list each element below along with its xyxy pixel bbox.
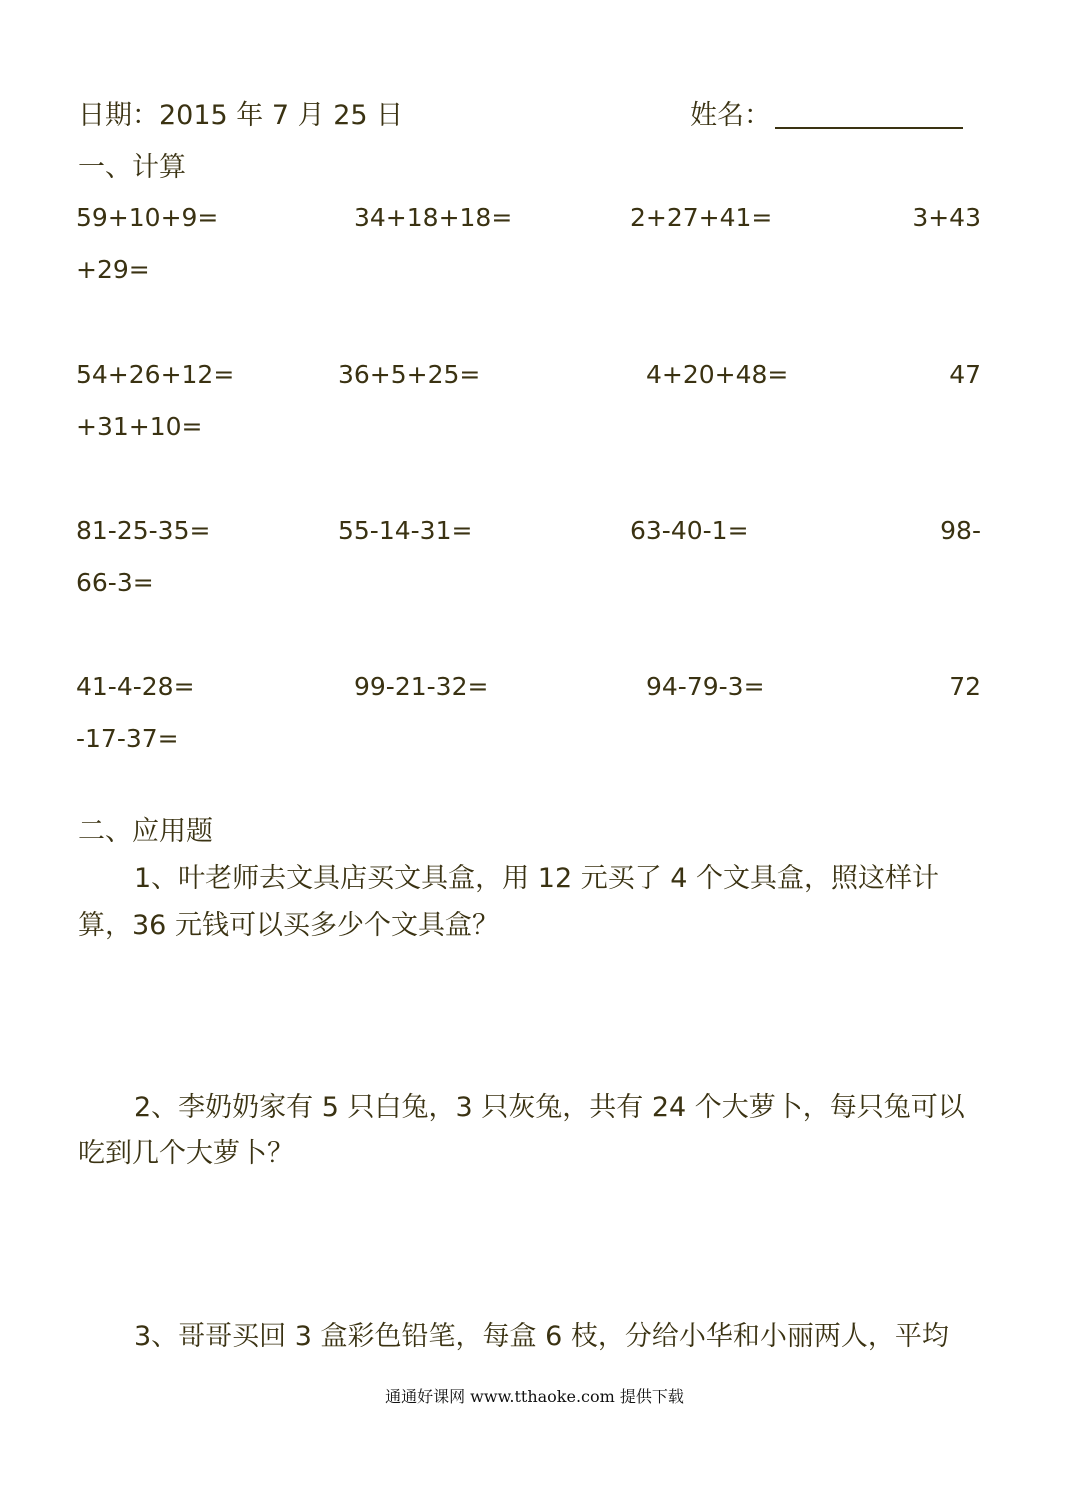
problem-1-2: 34+18+18=	[354, 203, 513, 232]
problem-3-3: 63-40-1=	[630, 516, 749, 545]
word-problem-1-line2: 算，36 元钱可以买多少个文具盒？	[78, 910, 499, 941]
problem-2-4-part1: 47	[949, 360, 981, 389]
word-problem-2-line2: 吃到几个大萝卜？	[78, 1138, 294, 1169]
problem-2-1: 54+26+12=	[76, 360, 235, 389]
page-footer: 通通好课网 www.tthaoke.com 提供下载	[385, 1387, 684, 1406]
word-problem-3-line1: 3、哥哥买回 3 盒彩色铅笔，每盒 6 枝，分给小华和小丽两人，平均	[134, 1321, 949, 1352]
section-title-calculation: 一、计算	[78, 152, 186, 183]
problem-3-2: 55-14-31=	[338, 516, 473, 545]
problem-4-4-part2: -17-37=	[76, 724, 179, 753]
name-label: 姓名：	[690, 100, 771, 131]
problem-1-4-part2: +29=	[76, 255, 150, 284]
problem-1-1: 59+10+9=	[76, 203, 219, 232]
problem-3-4-part2: 66-3=	[76, 568, 154, 597]
word-problem-1-line1: 1、叶老师去文具店买文具盒，用 12 元买了 4 个文具盒，照这样计	[134, 863, 940, 894]
name-blank-line	[775, 127, 963, 129]
problem-2-3: 4+20+48=	[646, 360, 789, 389]
problem-2-4-part2: +31+10=	[76, 412, 203, 441]
section-title-word-problems: 二、应用题	[78, 816, 213, 847]
problem-2-2: 36+5+25=	[338, 360, 481, 389]
problem-3-4-part1: 98-	[940, 516, 981, 545]
problem-4-4-part1: 72	[949, 672, 981, 701]
problem-4-2: 99-21-32=	[354, 672, 489, 701]
problem-1-4-part1: 3+43	[912, 203, 981, 232]
word-problem-2-line1: 2、李奶奶家有 5 只白兔，3 只灰兔，共有 24 个大萝卜，每只兔可以	[134, 1092, 965, 1123]
problem-1-3: 2+27+41=	[630, 203, 773, 232]
problem-4-1: 41-4-28=	[76, 672, 195, 701]
problem-3-1: 81-25-35=	[76, 516, 211, 545]
date-label: 日期：2015 年 7 月 25 日	[78, 100, 404, 131]
problem-4-3: 94-79-3=	[646, 672, 765, 701]
